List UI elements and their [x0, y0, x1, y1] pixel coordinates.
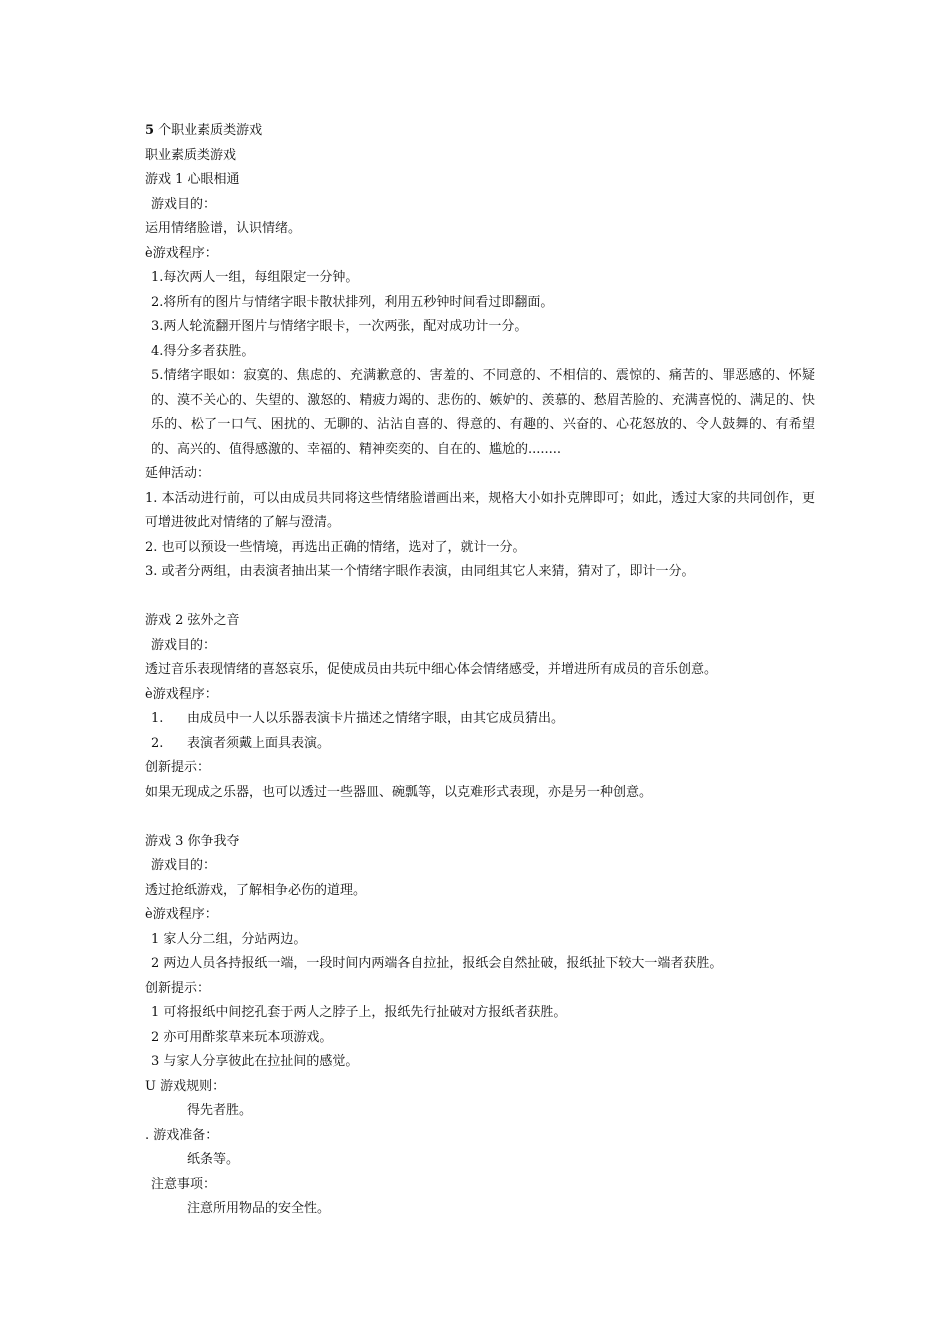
- game1-purpose-label: 游戏目的：: [151, 196, 217, 212]
- game1-purpose: 运用情绪脸谱，认识情绪。: [145, 221, 302, 236]
- game2-tip: 如果无现成之乐器，也可以透过一些器皿、碗瓢等，以克难形式表现，亦是另一种创意。: [145, 784, 653, 800]
- game2-purpose-label: 游戏目的：: [151, 637, 217, 653]
- game2-step-text: 表演者须戴上面具表演。: [187, 735, 331, 751]
- game2-procedure-label: è游戏程序：: [145, 686, 218, 702]
- spacer: [145, 805, 815, 830]
- game2-heading: 游戏 2 弦外之音: [145, 613, 240, 628]
- game3-notes: 注意所用物品的安全性。: [187, 1201, 331, 1216]
- game1-heading: 游戏 1 心眼相通: [145, 172, 240, 187]
- game2-step-number: 1.: [151, 711, 164, 726]
- document-title: [145, 119, 815, 144]
- game2-step: [145, 707, 815, 732]
- game1-step: 2.将所有的图片与情绪字眼卡散状排列，利用五秒钟时间看过即翻面。: [151, 294, 554, 310]
- game1-step: 4.得分多者获胜。: [151, 343, 255, 359]
- game3-prep: 纸条等。: [187, 1152, 240, 1167]
- document-subtitle: 职业素质类游戏: [145, 147, 237, 163]
- game3-tip-label: 创新提示：: [145, 980, 211, 996]
- title-text: 个职业素质类游戏: [154, 123, 263, 138]
- game3-step: 1 家人分二组，分站两边。: [151, 931, 307, 947]
- game3-heading: 游戏 3 你争我夺: [145, 833, 240, 849]
- game3-purpose-label: 游戏目的：: [151, 858, 217, 873]
- spacer: [145, 585, 815, 610]
- game3-rules: 得先者胜。: [187, 1103, 253, 1118]
- game1-extension-label: 延伸活动：: [145, 466, 211, 481]
- game3-notes-label: 注意事项：: [151, 1176, 217, 1192]
- game3-procedure-label: è游戏程序：: [145, 907, 218, 922]
- game1-extension: 1. 本活动进行前，可以由成员共同将这些情绪脸谱画出来，规格大小如扑克牌即可；如此，透过大家的共同创作，更可增进彼此对情绪的了解与澄清。: [145, 490, 815, 530]
- game3-prep-label: . 游戏准备：: [145, 1127, 219, 1143]
- game1-step: 1.每次两人一组，每组限定一分钟。: [151, 270, 359, 285]
- game2-step: [145, 732, 815, 757]
- game1-procedure-label: è游戏程序：: [145, 245, 218, 261]
- game3-step: 2 两边人员各持报纸一端，一段时间内两端各自拉扯，报纸会自然扯破，报纸扯下较大一端者获胜。: [151, 956, 723, 971]
- game2-tip-label: 创新提示：: [145, 760, 211, 775]
- document-page: [145, 119, 815, 1222]
- game1-extension: 2. 也可以预设一些情境，再选出正确的情绪，选对了，就计一分。: [145, 539, 526, 555]
- title-number: 5: [145, 123, 155, 138]
- game3-rules-label: U 游戏规则：: [145, 1078, 226, 1094]
- game1-extension: 3. 或者分两组，由表演者抽出某一个情绪字眼作表演，由同组其它人来猜，猜对了，即计一分。: [145, 564, 695, 579]
- game2-step-number: 2.: [151, 735, 164, 751]
- game1-step-emotion-words: 5.情绪字眼如：寂寞的、焦虑的、充满歉意的、害羞的、不同意的、不相信的、震惊的、痛苦的、罪恶感的、怀疑的、漠不关心的、失望的、激怒的、精疲力竭的、悲伤的、嫉妒的、羡慕的、愁眉苦脸的、充满喜悦的、满足的、快乐的、松了一口气、困扰的、无聊的、沾沾自喜的、得意的、有趣的、兴奋的、心花怒放的、令人鼓舞的、有希望的、高兴的、值得感激的、幸福的、精神奕奕的、自在的、尴尬的........: [151, 368, 815, 457]
- game3-tip: 2 亦可用酢浆草来玩本项游戏。: [151, 1029, 333, 1045]
- game2-purpose: 透过音乐表现情绪的喜怒哀乐，促使成员由共玩中细心体会情绪感受，并增进所有成员的音乐创意。: [145, 662, 718, 677]
- game3-tip: 1 可将报纸中间挖孔套于两人之脖子上，报纸先行扯破对方报纸者获胜。: [151, 1005, 567, 1020]
- game3-purpose: 透过抢纸游戏，了解相争必伤的道理。: [145, 882, 367, 898]
- game3-tip: 3 与家人分享彼此在拉扯间的感觉。: [151, 1054, 359, 1069]
- game1-step: 3.两人轮流翻开图片与情绪字眼卡，一次两张，配对成功计一分。: [151, 319, 528, 334]
- game2-step-text: 由成员中一人以乐器表演卡片描述之情绪字眼，由其它成员猜出。: [187, 711, 565, 726]
